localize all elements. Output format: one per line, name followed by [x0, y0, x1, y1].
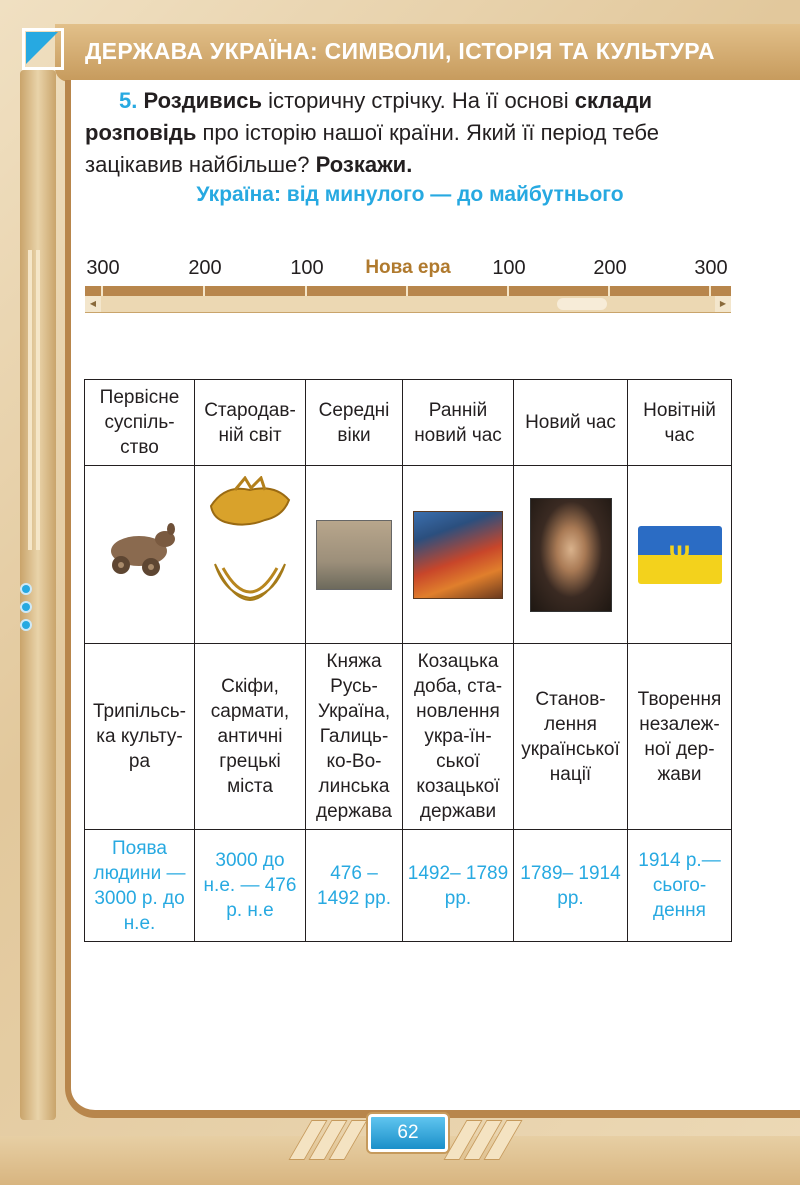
image-cell [628, 466, 732, 644]
period-name: Козацька доба, ста-новлення укра-їн-ської козацької держави [403, 644, 514, 830]
image-cell [195, 466, 306, 644]
decorative-dots [22, 585, 30, 639]
chapter-title: ДЕРЖАВА УКРАЇНА: СИМВОЛИ, ІСТОРІЯ ТА КУЛЬТУРА [85, 38, 715, 64]
image-cell [403, 466, 514, 644]
scythian-gold-image [205, 476, 295, 626]
task-text [85, 85, 745, 181]
corner-triangle-icon [26, 32, 58, 64]
timeline-labels [85, 257, 735, 281]
timeline-tick [203, 286, 205, 296]
trident-icon: Ψ [668, 539, 691, 569]
timeline-tick [305, 286, 307, 296]
timeline-label: 100 [290, 257, 324, 279]
timeline-label: 200 [593, 257, 627, 279]
frame-stripe [36, 250, 40, 550]
dot-icon [22, 603, 30, 611]
table-row [85, 830, 732, 942]
table-row [85, 466, 732, 644]
timeline-era-label: Нова ера [365, 257, 451, 278]
period-name: Трипільсь-ка культу-ра [85, 644, 195, 830]
period-header: Новий час [514, 380, 628, 466]
image-cell [85, 466, 195, 644]
shevchenko-portrait-image [530, 498, 612, 612]
timeline-subtitle: Україна: від минулого — до майбутнього [196, 183, 624, 206]
scroll-thumb[interactable] [557, 298, 607, 310]
timeline-label: 100 [492, 257, 526, 279]
period-date: Поява людини — 3000 р. до н.е. [85, 830, 195, 942]
period-date: 3000 до н.е. — 476 р. н.е [195, 830, 306, 942]
dot-icon [22, 621, 30, 629]
task-bold-3: Розкажи. [315, 152, 413, 177]
page-number: 62 [397, 1122, 419, 1143]
timeline-scrollbar[interactable] [85, 296, 731, 313]
trypillia-clay-toy-image [99, 521, 181, 581]
frame-stripe [28, 250, 32, 550]
period-name: Станов-лення української нації [514, 644, 628, 830]
timeline-tick [507, 286, 509, 296]
dot-icon [22, 585, 30, 593]
task-bold-1: Роздивись [143, 88, 262, 113]
period-header: Первісне суспіль-ство [85, 380, 195, 466]
table-row [85, 380, 732, 466]
period-date: 1914 р.— сього-дення [628, 830, 732, 942]
timeline-tick [709, 286, 711, 296]
task-text-1: історичну стрічку. На її основі [262, 88, 575, 113]
timeline-tick [406, 286, 408, 296]
period-name: Княжа Русь-Україна, Галиць-ко-Во-линська держава [306, 644, 403, 830]
scroll-right-icon[interactable]: ▶ [715, 296, 731, 312]
timeline-label: 300 [86, 257, 120, 279]
image-cell [514, 466, 628, 644]
timeline-label: 200 [188, 257, 222, 279]
period-header: Ранній новий час [403, 380, 514, 466]
period-header: Новітній час [628, 380, 732, 466]
task-bold-2: склади розповідь [85, 88, 652, 145]
period-name: Творення незалеж-ної дер-жави [628, 644, 732, 830]
period-date: 476 – 1492 рр. [306, 830, 403, 942]
period-name: Скіфи, сармати, античні грецькі міста [195, 644, 306, 830]
table-row [85, 644, 732, 830]
task-text-2: про історію нашої країни. Який її період тебе зацікавив найбільше? [85, 120, 659, 177]
period-header: Середні віки [306, 380, 403, 466]
image-cell [306, 466, 403, 644]
cossack-painting-image [413, 511, 503, 599]
timeline-tick [101, 286, 103, 296]
timeline-bar [85, 286, 731, 296]
timeline-tick [608, 286, 610, 296]
knyaz-monument-image [316, 520, 392, 590]
page-footer [0, 1100, 800, 1185]
scroll-left-icon[interactable]: ◀ [85, 296, 101, 312]
timeline-label: 300 [694, 257, 728, 279]
period-date: 1492– 1789 рр. [403, 830, 514, 942]
ukrainian-flag-image [638, 526, 722, 584]
period-header: Стародав-ній світ [195, 380, 306, 466]
page-number-badge [368, 1114, 448, 1152]
task-number: 5. [119, 88, 138, 113]
history-table [84, 379, 732, 942]
period-date: 1789– 1914 рр. [514, 830, 628, 942]
